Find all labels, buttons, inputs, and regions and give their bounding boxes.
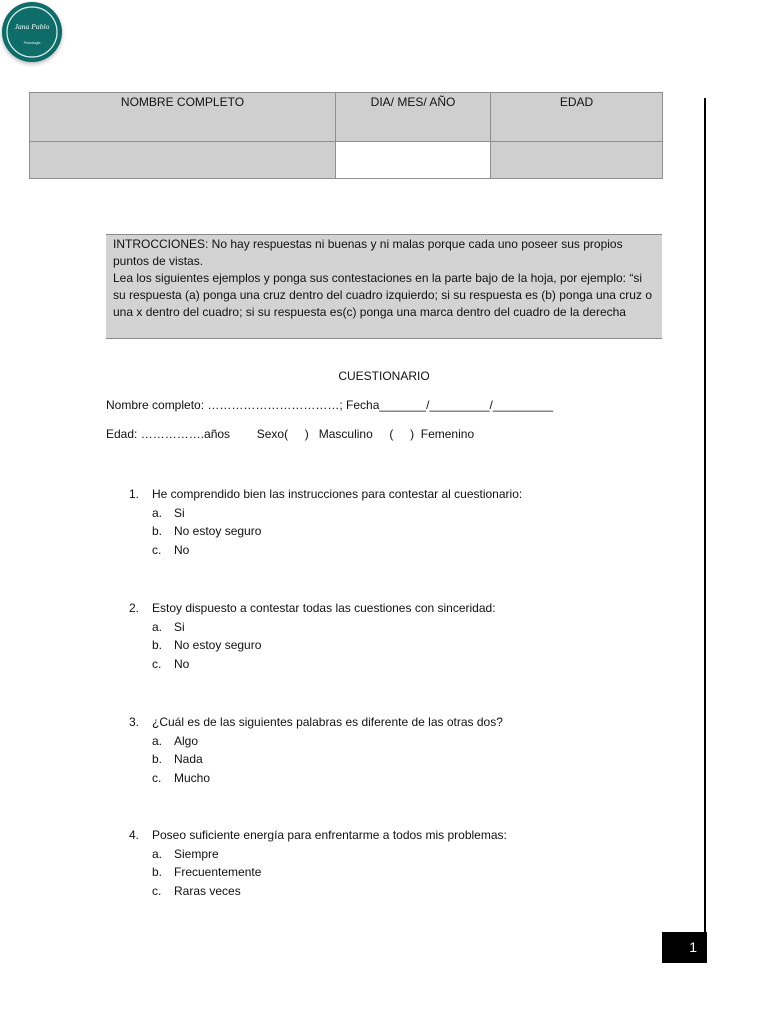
question-2-number: 2. xyxy=(129,601,140,615)
question-2-option-c-text: No xyxy=(174,656,190,671)
question-2-option-b[interactable] xyxy=(106,636,662,655)
question-3-option-a-letter: a. xyxy=(152,733,163,748)
identity-table-header-name: NOMBRE COMPLETO xyxy=(30,93,336,142)
question-4-option-a-letter: a. xyxy=(152,846,163,861)
question-3-option-a-text: Algo xyxy=(174,733,199,748)
identity-table-input-row xyxy=(30,142,663,179)
question-4-option-b[interactable] xyxy=(106,863,662,882)
question-2 xyxy=(106,599,662,673)
question-3-option-a[interactable] xyxy=(106,732,662,751)
question-1-option-c[interactable] xyxy=(106,541,662,560)
page-border-line xyxy=(704,98,706,963)
age-sex-line[interactable]: Edad: …………….años Sexo( ) Masculino ( ) Femenino xyxy=(106,427,475,441)
identity-date-cell[interactable] xyxy=(336,142,491,179)
question-4-option-b-letter: b. xyxy=(152,865,163,879)
question-1-option-c-text: No xyxy=(174,542,190,557)
question-2-text: Estoy dispuesto a contestar todas las cuestiones con sinceridad: xyxy=(152,601,496,615)
question-4-option-a-text: Siempre xyxy=(174,846,219,861)
identity-name-cell[interactable] xyxy=(30,142,336,179)
question-4-option-a[interactable] xyxy=(106,845,662,864)
identity-table xyxy=(29,92,663,179)
question-2-option-b-text: No estoy seguro xyxy=(174,638,262,652)
question-2-option-c-letter: c. xyxy=(152,656,162,671)
question-4-line xyxy=(106,826,662,845)
question-1-option-b-letter: b. xyxy=(152,524,163,538)
question-2-line xyxy=(106,599,662,618)
question-1-number: 1. xyxy=(129,487,140,501)
brand-name: Jana Pablo xyxy=(14,22,50,31)
question-1-option-a-letter: a. xyxy=(152,505,163,520)
identity-age-cell[interactable] xyxy=(491,142,663,179)
question-3-option-c[interactable] xyxy=(106,769,662,788)
question-1-option-b-text: No estoy seguro xyxy=(174,524,262,538)
question-4-option-c-letter: c. xyxy=(152,883,162,898)
instructions-line-1: INTROCCIONES: No hay respuestas ni buenas y ni malas porque cada uno poseer sus propios puntos de vistas. xyxy=(113,237,623,268)
brand-logo-mark xyxy=(2,2,62,62)
name-date-line[interactable]: Nombre completo: ……………………………; Fecha_______/_________/_________ xyxy=(106,398,553,412)
question-2-option-b-letter: b. xyxy=(152,638,163,652)
question-4-number: 4. xyxy=(129,828,140,842)
question-1-line xyxy=(106,485,662,504)
question-3-option-b-letter: b. xyxy=(152,752,163,766)
identity-table-header-date: DIA/ MES/ AÑO xyxy=(336,93,491,142)
question-4-text: Poseo suficiente energía para enfrentarme a todos mis problemas: xyxy=(152,828,507,842)
brand-subtitle-2: Psicologia xyxy=(23,41,41,45)
question-3-option-c-letter: c. xyxy=(152,770,162,785)
instructions-line-2: Lea los siguientes ejemplos y ponga sus contestaciones en la parte bajo de la hoja, por ejemplo: “si su respuesta (a) ponga una cruz dentro del cuadro izquierdo; si su respuesta es (b) ponga una cruz o una x dentro del cuadro; si su respuesta es(c) ponga una marca dentro del cuadro de la derecha xyxy=(113,271,652,319)
question-2-option-a[interactable] xyxy=(106,618,662,637)
question-1-option-b[interactable] xyxy=(106,522,662,541)
question-1-option-a-text: Si xyxy=(174,505,185,520)
question-1-text: He comprendido bien las instrucciones para contestar al cuestionario: xyxy=(152,487,523,501)
question-1-option-a[interactable] xyxy=(106,504,662,523)
question-3-line xyxy=(106,713,662,732)
question-4-option-c[interactable] xyxy=(106,882,662,901)
question-3-text: ¿Cuál es de las siguientes palabras es diferente de las otras dos? xyxy=(152,715,503,729)
question-3-number: 3. xyxy=(129,715,140,729)
question-1 xyxy=(106,485,662,559)
question-3-option-c-text: Mucho xyxy=(174,770,211,785)
identity-table-header-row xyxy=(30,93,663,142)
page-number-badge: 1 xyxy=(662,932,707,963)
question-3 xyxy=(106,713,662,787)
question-2-option-a-letter: a. xyxy=(152,619,163,634)
identity-table-header-age: EDAD xyxy=(491,93,663,142)
question-2-option-a-text: Si xyxy=(174,619,185,634)
questionnaire-title: CUESTIONARIO xyxy=(338,369,430,383)
question-4-option-b-text: Frecuentemente xyxy=(174,865,262,879)
question-1-option-c-letter: c. xyxy=(152,542,162,557)
question-3-option-b[interactable] xyxy=(106,750,662,769)
question-3-option-b-text: Nada xyxy=(174,752,203,766)
question-2-option-c[interactable] xyxy=(106,655,662,674)
question-4 xyxy=(106,826,662,900)
instructions-box xyxy=(106,234,662,339)
question-4-option-c-text: Raras veces xyxy=(174,883,241,898)
brand-logo xyxy=(2,2,62,62)
